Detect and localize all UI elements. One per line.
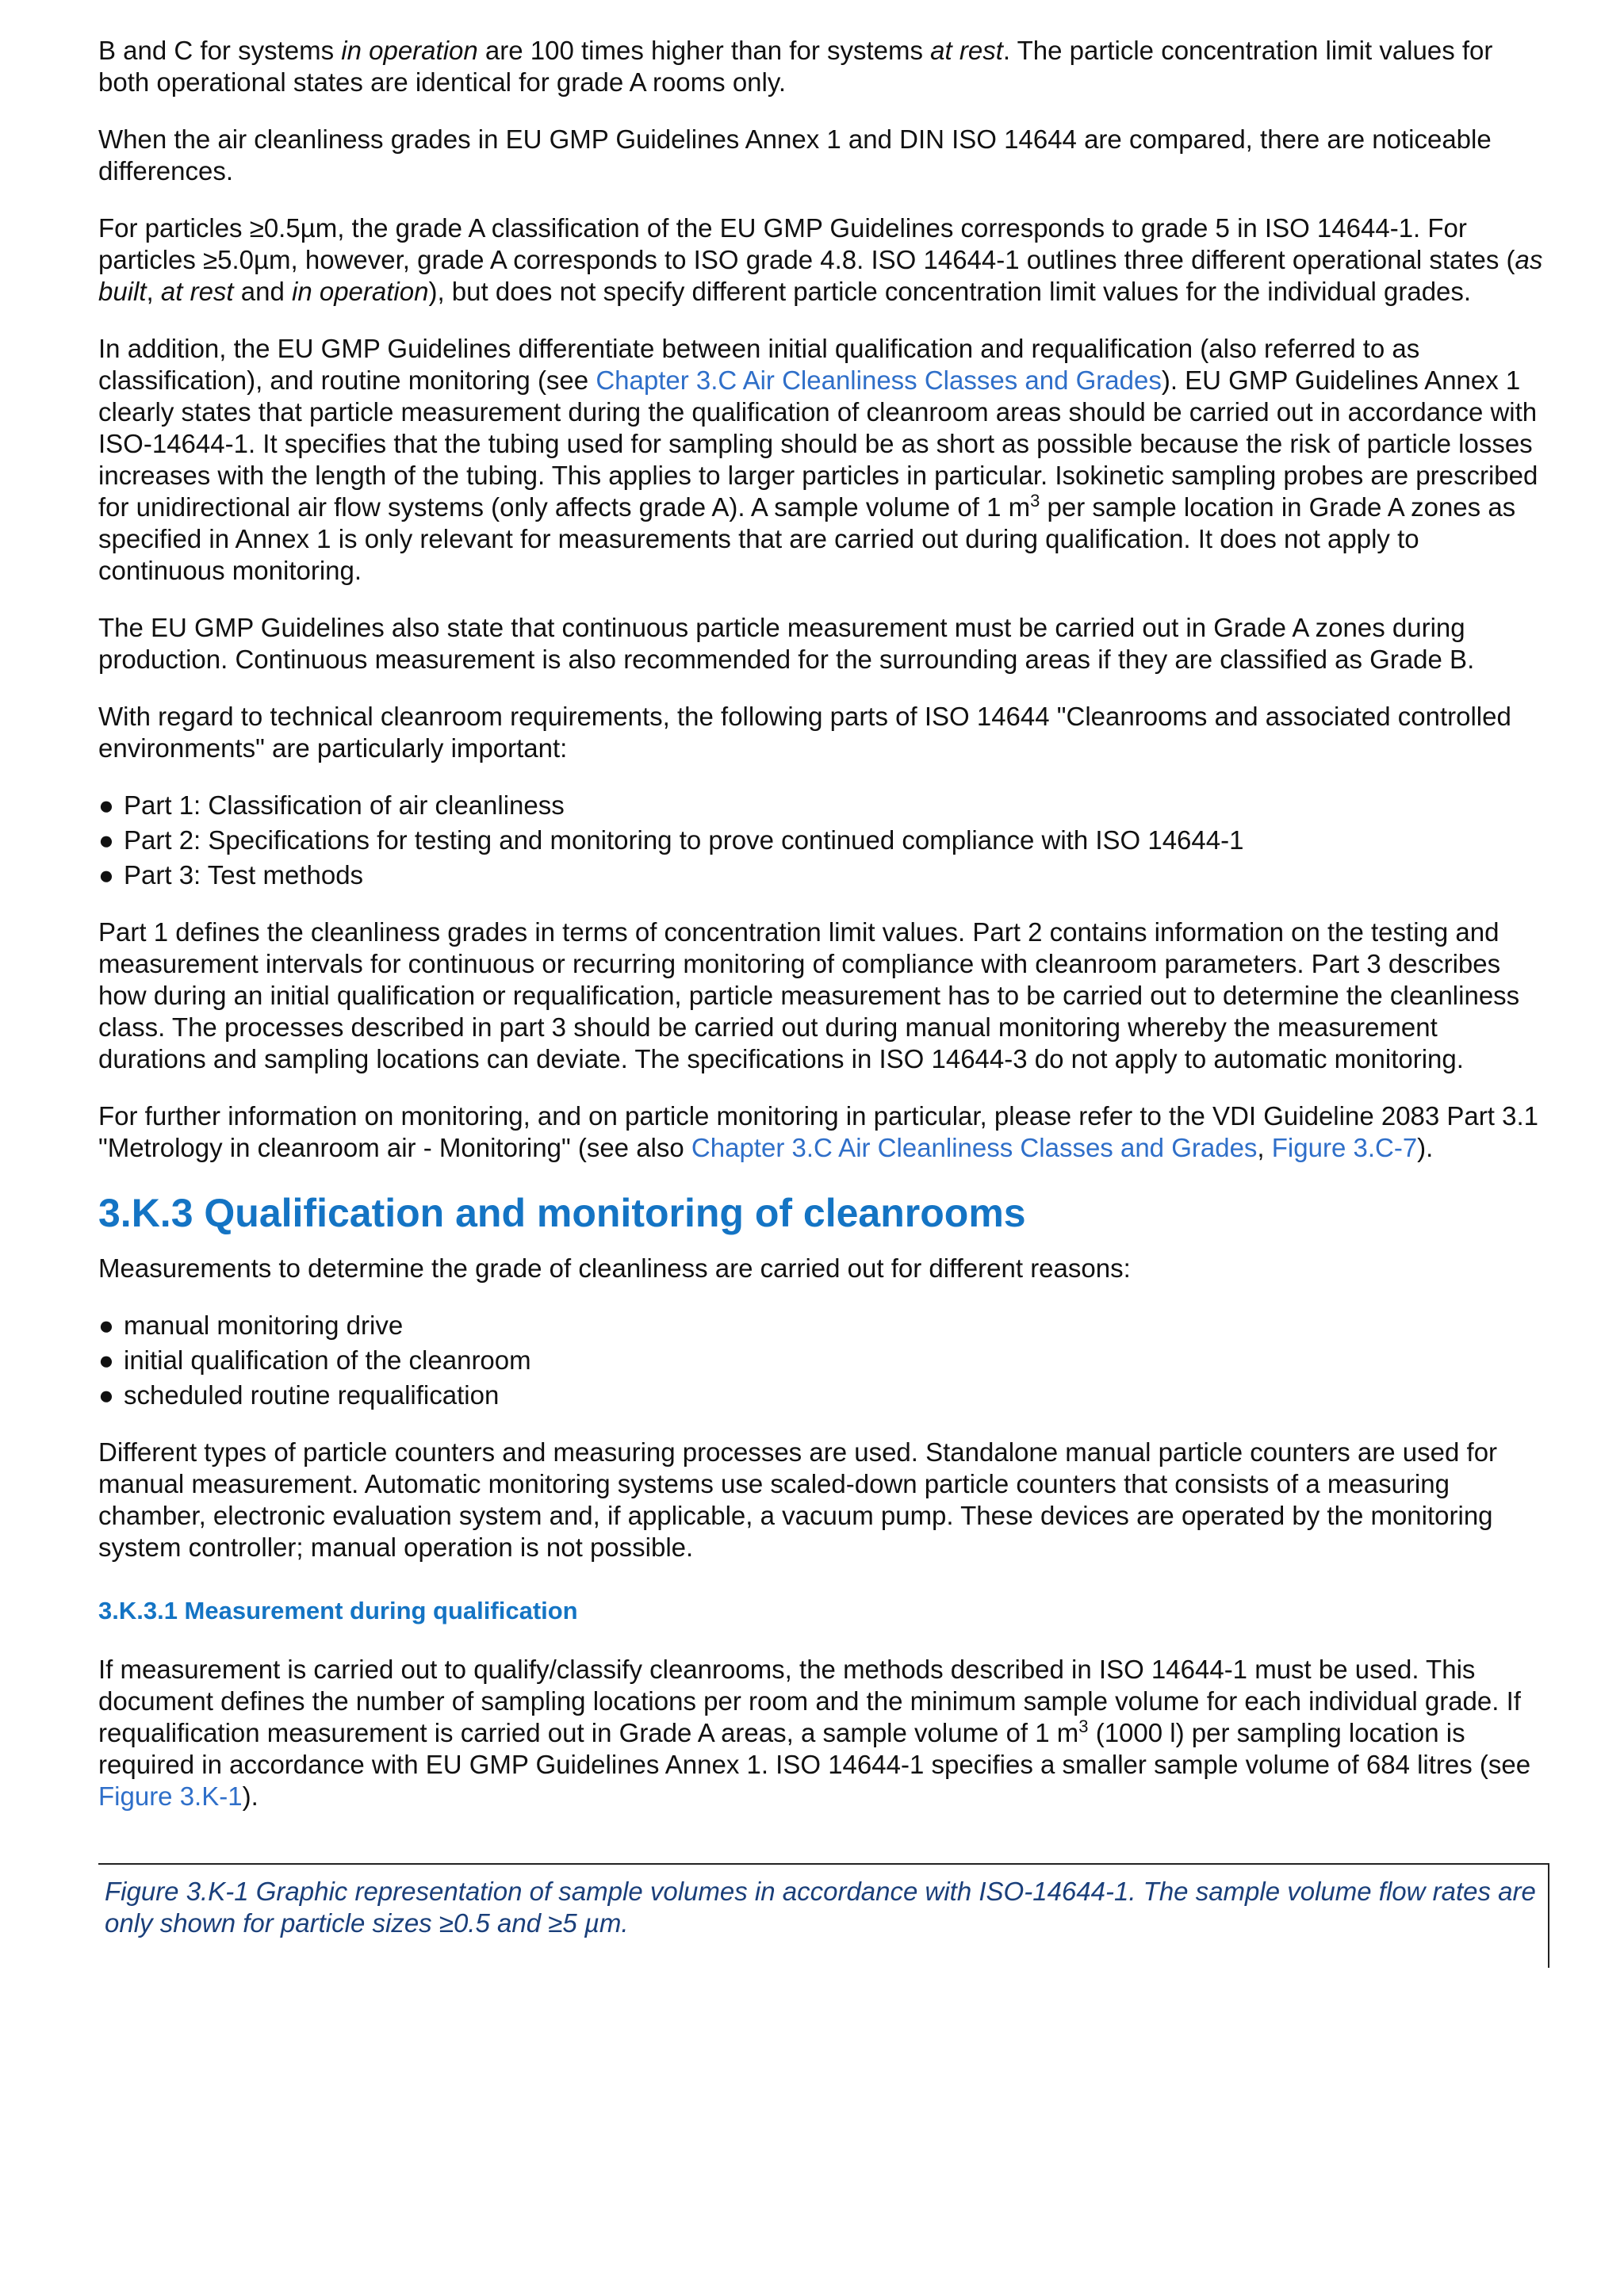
paragraph-reasons-intro: Measurements to determine the grade of cleanliness are carried out for different reasons:: [98, 1253, 1131, 1283]
paragraph-qualification: [98, 333, 1549, 587]
text-run: ). EU GMP Guidelines Annex 1 clearly states that particle measurement during the qualification of cleanroom areas should be carried out in accordance with ISO-14644-1. It specifies that the tubing used for sampling should be as short as possible because the risk of particle losses increases with the length of the tubing. This applies to larger particles in particular. Isokinetic sampling probes are prescribed for unidirectional air flow systems (only affects grade A). A sample volume of 1 m: [98, 365, 1538, 522]
list-item: [98, 1380, 1549, 1411]
link-chapter-3c[interactable]: Chapter 3.C Air Cleanliness Classes and Grades: [691, 1133, 1258, 1162]
figure-caption: [98, 1863, 1549, 1968]
text-run: ,: [1257, 1133, 1272, 1162]
text-emphasis: as built: [98, 245, 1543, 306]
bullet-icon: ●: [98, 790, 114, 820]
section-heading: 3.K.3 Qualification and monitoring of cleanrooms: [98, 1191, 1026, 1235]
link-figure-3c-7[interactable]: Figure 3.C-7: [1271, 1133, 1418, 1162]
paragraph-operational-states: [98, 35, 1549, 98]
text-run: In addition, the EU GMP Guidelines differentiate between initial qualification and requalification (also referred to as classification), and routine monitoring (see: [98, 334, 1420, 395]
list-item-text: scheduled routine requalification: [124, 1380, 500, 1410]
list-item-text: manual monitoring drive: [124, 1311, 404, 1340]
text-run: ,: [146, 277, 161, 306]
subsection-heading: 3.K.3.1 Measurement during qualification: [98, 1597, 578, 1624]
link-figure-3k-1[interactable]: Figure 3.K-1: [98, 1781, 243, 1811]
list-item: [98, 1310, 1549, 1341]
list-item: [98, 790, 1549, 821]
list-item: [98, 825, 1549, 856]
paragraph-part-definitions: Part 1 defines the cleanliness grades in terms of concentration limit values. Part 2 contains information on the testing and measurement intervals for continuous or recurring monitoring of compliance with cleanroom parameters. Part 3 describes how during an initial qualification or requalification, particle measurement has to be carried out to determine the cleanliness class. The processes described in part 3 should be carried out during manual monitoring whereby the measurement durations and sampling locations can deviate. The specifications in ISO 14644-3 do not apply to automatic monitoring.: [98, 917, 1520, 1073]
bullet-icon: ●: [98, 825, 114, 855]
document-body: [98, 35, 1549, 1968]
bullet-icon: ●: [98, 1345, 114, 1375]
text-run: . The particle concentration limit values for both operational states are identical for grade A rooms only.: [98, 36, 1493, 97]
text-run: ).: [242, 1781, 259, 1811]
bullet-icon: ●: [98, 860, 114, 890]
paragraph-grade-a: [98, 212, 1549, 308]
text-run: are 100 times higher than for systems: [477, 36, 931, 65]
bullet-icon: ●: [98, 1380, 114, 1410]
paragraph-further-info: [98, 1100, 1549, 1164]
text-emphasis: at rest: [160, 277, 234, 306]
paragraph-measurement-qualification: [98, 1654, 1549, 1812]
text-emphasis: in operation: [341, 36, 478, 65]
reasons-list: [98, 1310, 1549, 1411]
superscript: 3: [1030, 491, 1040, 511]
link-chapter-3c[interactable]: Chapter 3.C Air Cleanliness Classes and Grades: [596, 365, 1162, 395]
list-item-text: Part 1: Classification of air cleanliness: [124, 790, 565, 820]
text-run: B and C for systems: [98, 36, 342, 65]
figure-caption-text: Figure 3.K-1 Graphic representation of sample volumes in accordance with ISO-14644-1. The sample volume flow rates are only shown for particle sizes ≥0.5 and ≥5 µm.: [105, 1877, 1536, 1938]
paragraph-continuous-measurement: The EU GMP Guidelines also state that continuous particle measurement must be carried out in Grade A zones during production. Continuous measurement is also recommended for the surrounding areas if they are classified as Grade B.: [98, 613, 1475, 674]
paragraph-particle-counters: Different types of particle counters and measuring processes are used. Standalone manual particle counters are used for manual measurement. Automatic monitoring systems use scaled-down particle counters that consists of a measuring chamber, electronic evaluation system and, if applicable, a vacuum pump. These devices are operated by the monitoring system controller; manual operation is not possible.: [98, 1437, 1498, 1562]
text-run: per sample location in Grade A zones as specified in Annex 1 is only relevant for measurements that are carried out during qualification. It does not apply to continuous monitoring.: [98, 492, 1516, 585]
text-run: For further information on monitoring, and on particle monitoring in particular, please refer to the VDI Guideline 2083 Part 3.1 "Metrology in cleanroom air - Monitoring" (see also: [98, 1101, 1538, 1162]
iso-parts-list: [98, 790, 1549, 891]
list-item: [98, 1345, 1549, 1376]
text-emphasis: in operation: [292, 277, 429, 306]
text-run: If measurement is carried out to qualify/classify cleanrooms, the methods described in ISO 14644-1 must be used. This document defines the number of sampling locations per room and the minimum sample volume for each individual grade. If requalification measurement is carried out in Grade A areas, a sample volume of 1 m: [98, 1655, 1521, 1747]
list-item: [98, 859, 1549, 891]
bullet-icon: ●: [98, 1311, 114, 1340]
text-run: and: [233, 277, 292, 306]
text-emphasis: at rest: [930, 36, 1003, 65]
paragraph-iso-parts-intro: With regard to technical cleanroom requirements, the following parts of ISO 14644 "Cleanrooms and associated controlled environments" are particularly important:: [98, 702, 1511, 763]
paragraph-differences: When the air cleanliness grades in EU GMP Guidelines Annex 1 and DIN ISO 14644 are compared, there are noticeable differences.: [98, 124, 1492, 186]
list-item-text: initial qualification of the cleanroom: [124, 1345, 531, 1375]
list-item-text: Part 3: Test methods: [124, 860, 364, 890]
superscript: 3: [1078, 1716, 1089, 1736]
text-run: ), but does not specify different particle concentration limit values for the individual grades.: [428, 277, 1472, 306]
text-run: For particles ≥0.5µm, the grade A classification of the EU GMP Guidelines corresponds to grade 5 in ISO 14644-1. For particles ≥5.0µm, however, grade A corresponds to ISO grade 4.8. ISO 14644-1 outlines three different operational states (: [98, 213, 1515, 274]
text-run: (1000 l) per sampling location is required in accordance with EU GMP Guidelines Annex 1. ISO 14644-1 specifies a smaller sample volume of 684 litres (see: [98, 1718, 1531, 1779]
text-run: ).: [1417, 1133, 1434, 1162]
list-item-text: Part 2: Specifications for testing and monitoring to prove continued compliance with ISO 14644-1: [124, 825, 1244, 855]
